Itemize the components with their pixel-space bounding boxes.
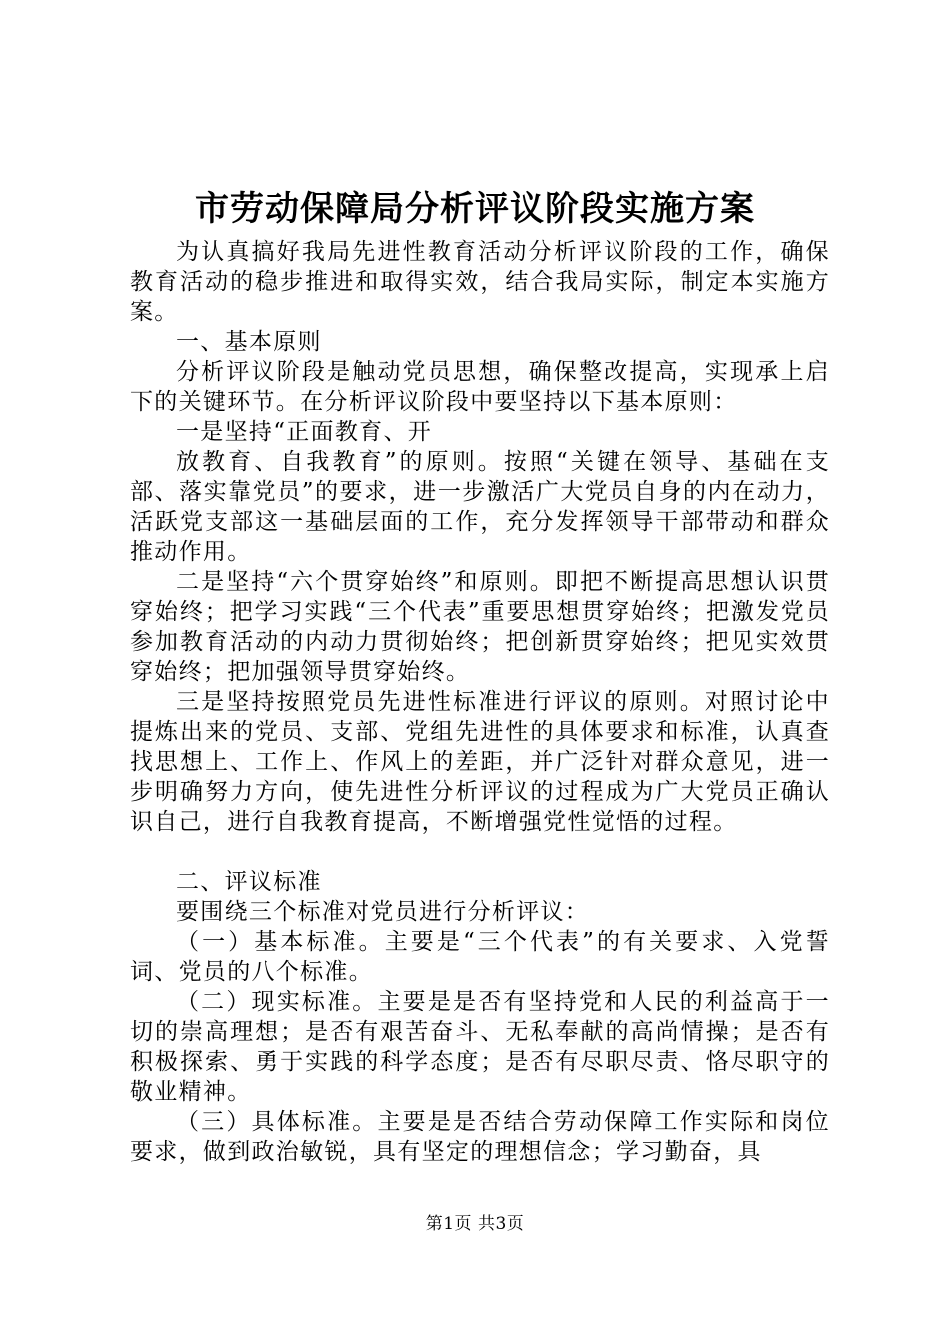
document-body bbox=[130, 237, 830, 1167]
paragraph-principle-one-rest: 放教育、自我教育”的原则。按照“关键在领导、基础在支部、落实靠党员”的要求，进一步激活广大党员自身的内在动力，活跃党支部这一基础层面的工作，充分发挥领导干部带动和群众推动作用。 bbox=[130, 449, 830, 565]
intro-paragraph: 为认真搞好我局先进性教育活动分析评议阶段的工作，确保教育活动的稳步推进和取得实效，结合我局实际，制定本实施方案。 bbox=[130, 239, 830, 325]
paragraph-principle-three: 三是坚持按照党员先进性标准进行评议的原则。对照讨论中提炼出来的党员、支部、党组先进性的具体要求和标准，认真查找思想上、工作上、作风上的差距，并广泛针对群众意见，进一步明确努力方向，使先进性分析评议的过程成为广大党员正确认识自己，进行自我教育提高，不断增强党性觉悟的过程。 bbox=[130, 689, 830, 835]
paragraph-standard-specific: （三）具体标准。主要是是否结合劳动保障工作实际和岗位要求，做到政治敏锐，具有坚定的理想信念；学习勤奋，具 bbox=[130, 1109, 830, 1165]
paragraph-standard-realistic: （二）现实标准。主要是是否有坚持党和人民的利益高于一切的崇高理想；是否有艰苦奋斗、无私奉献的高尚情操；是否有积极探索、勇于实践的科学态度；是否有尽职尽责、恪尽职守的敬业精神。 bbox=[130, 989, 830, 1105]
paragraph-standards-intro: 要围绕三个标准对党员进行分析评议： bbox=[176, 899, 590, 925]
paragraph-principle-one-start: 一是坚持“正面教育、开 bbox=[176, 419, 433, 445]
paragraph-analysis-stage: 分析评议阶段是触动党员思想，确保整改提高，实现承上启下的关键环节。在分析评议阶段中要坚持以下基本原则： bbox=[130, 359, 830, 415]
page-number-footer: 第1页 共3页 bbox=[425, 1214, 525, 1234]
section-heading-evaluation-standards: 二、评议标准 bbox=[176, 869, 322, 895]
document-title: 市劳动保障局分析评议阶段实施方案 bbox=[195, 189, 755, 229]
section-heading-basic-principles: 一、基本原则 bbox=[176, 329, 322, 355]
paragraph-principle-two: 二是坚持“六个贯穿始终”和原则。即把不断提高思想认识贯穿始终；把学习实践“三个代表”重要思想贯穿始终；把激发党员参加教育活动的内动力贯彻始终；把创新贯穿始终；把见实效贯穿始终；把加强领导贯穿始终。 bbox=[130, 569, 830, 685]
paragraph-standard-basic: （一）基本标准。主要是“三个代表”的有关要求、入党誓词、党员的八个标准。 bbox=[130, 929, 830, 985]
